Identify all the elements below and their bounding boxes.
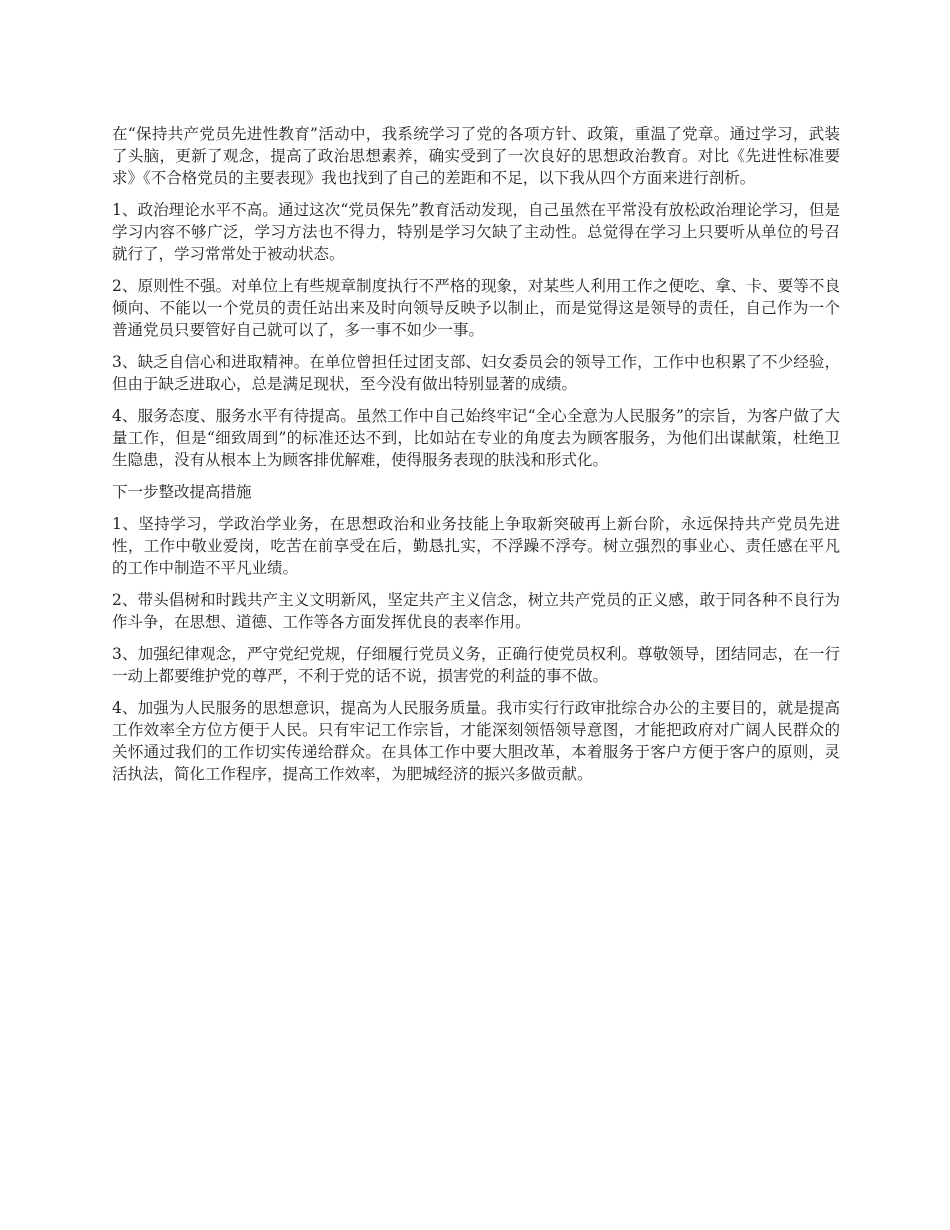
document-body [112, 123, 840, 795]
problem-paragraph-4: 4、服务态度、服务水平有待提高。虽然工作中自己始终牢记“全心全意为人民服务”的宗旨，为客户做了大量工作，但是“细致周到”的标准还达不到，比如站在专业的角度去为顾客服务，为他们出谋献策，杜绝卫生隐患，没有从根本上为顾客排优解难，使得服务表现的肤浅和形式化。 [112, 407, 840, 469]
measure-paragraph-2: 2、带头倡树和时践共产主义文明新风，坚定共产主义信念，树立共产党员的正义感，敢于同各种不良行为作斗争，在思想、道德、工作等各方面发挥优良的表率作用。 [112, 591, 840, 631]
measure-paragraph-3: 3、加强纪律观念，严守党纪党规，仔细履行党员义务，正确行使党员权利。尊敬领导，团结同志，在一行一动上都要维护党的尊严，不利于党的话不说，损害党的利益的事不做。 [112, 645, 840, 685]
problem-paragraph-3: 3、缺乏自信心和进取精神。在单位曾担任过团支部、妇女委员会的领导工作，工作中也积累了不少经验，但由于缺乏进取心，总是满足现状，至今没有做出特别显著的成绩。 [112, 353, 840, 393]
measures-heading: 下一步整改提高措施 [112, 483, 252, 501]
measure-paragraph-4: 4、加强为人民服务的思想意识，提高为人民服务质量。我市实行行政审批综合办公的主要目的，就是提高工作效率全方位方便于人民。只有牢记工作宗旨，才能深刻领悟领导意图，才能把政府对广阔人民群众的关怀通过我们的工作切实传递给群众。在具体工作中要大胆改革，本着服务于客户方便于客户的原则，灵活执法，简化工作程序，提高工作效率，为肥城经济的振兴多做贡献。 [112, 699, 840, 783]
problem-paragraph-2: 2、原则性不强。对单位上有些规章制度执行不严格的现象，对某些人利用工作之便吃、拿、卡、要等不良倾向、不能以一个党员的责任站出来及时向领导反映予以制止，而是觉得这是领导的责任，自己作为一个普通党员只要管好自己就可以了，多一事不如少一事。 [112, 277, 840, 339]
intro-paragraph: 在“保持共产党员先进性教育”活动中，我系统学习了党的各项方针、政策，重温了党章。通过学习，武装了头脑，更新了观念，提高了政治思想素养，确实受到了一次良好的思想政治教育。对比《先进性标准要求》《不合格党员的主要表现》我也找到了自己的差距和不足，以下我从四个方面来进行剖析。 [112, 125, 840, 187]
problem-paragraph-1: 1、政治理论水平不高。通过这次“党员保先”教育活动发现，自己虽然在平常没有放松政治理论学习，但是学习内容不够广泛，学习方法也不得力，特别是学习欠缺了主动性。总觉得在学习上只要听从单位的号召就行了，学习常常处于被动状态。 [112, 201, 840, 263]
measure-paragraph-1: 1、坚持学习，学政治学业务，在思想政治和业务技能上争取新突破再上新台阶，永远保持共产党员先进性，工作中敬业爱岗，吃苦在前享受在后，勤恳扎实，不浮躁不浮夸。树立强烈的事业心、责任感在平凡的工作中制造不平凡业绩。 [112, 515, 840, 577]
